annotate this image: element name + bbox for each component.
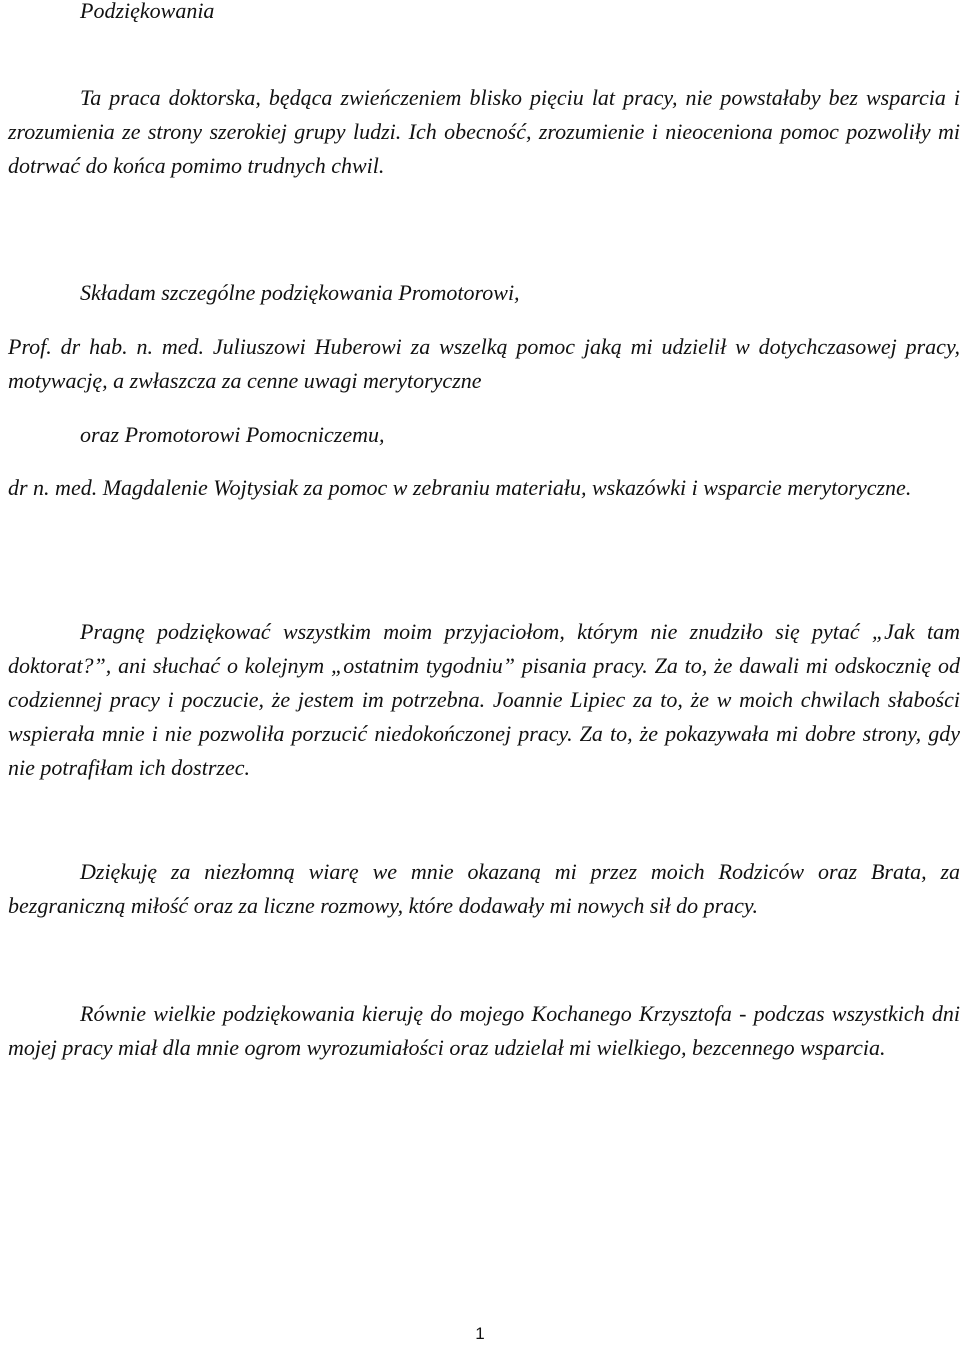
partner-thanks-paragraph: Równie wielkie podziękowania kieruję do mojego Kochanego Krzysztofa - podczas wszystkich dni mojej pracy miał dla mnie ogrom wyrozumiałości oraz udzielał mi wielkiego, bezcennego wsparcia. (8, 1001, 960, 1060)
assistant-thanks-paragraph: dr n. med. Magdalenie Wojtysiak za pomoc w zebraniu materiału, wskazówki i wsparcie merytoryczne. (8, 475, 912, 500)
promoter-thanks-paragraph: Prof. dr hab. n. med. Juliuszowi Huberowi za wszelką pomoc jaką mi udzielił w dotychczasowej pracy, motywację, a zwłaszcza za cenne uwagi merytoryczne (8, 334, 960, 393)
friends-thanks-paragraph: Pragnę podziękować wszystkim moim przyjaciołom, którym nie znudziło się pytać „Jak tam doktorat?”, ani słuchać o kolejnym „ostatnim tygodniu” pisania pracy. Za to, że dawali mi odskocznię od codziennej pracy i poczucie, że jestem im potrzebna. Joannie Lipiec za to, że w moich chwilach słabości wspierała mnie i nie pozwoliła porzucić niedokończonej pracy. Za to, że pokazywała mi dobre strony, gdy nie potrafiłam ich dostrzec. (8, 619, 960, 780)
family-thanks-paragraph: Dziękuję za niezłomną wiarę we mnie okazaną mi przez moich Rodziców oraz Brata, za bezgraniczną miłość oraz za liczne rozmowy, które dodawały mi nowych sił do pracy. (8, 859, 960, 918)
page-number: 1 (475, 1324, 485, 1343)
promoter-intro-line: Składam szczególne podziękowania Promotorowi, (80, 280, 520, 305)
assistant-intro-line: oraz Promotorowi Pomocniczemu, (80, 422, 385, 447)
intro-paragraph: Ta praca doktorska, będąca zwieńczeniem blisko pięciu lat pracy, nie powstałaby bez wsparcia i zrozumienia ze strony szerokiej grupy ludzi. Ich obecność, zrozumienie i nieoceniona pomoc pozwoliły mi dotrwać do końca pomimo trudnych chwil. (8, 85, 960, 178)
page-heading: Podziękowania (80, 0, 215, 23)
